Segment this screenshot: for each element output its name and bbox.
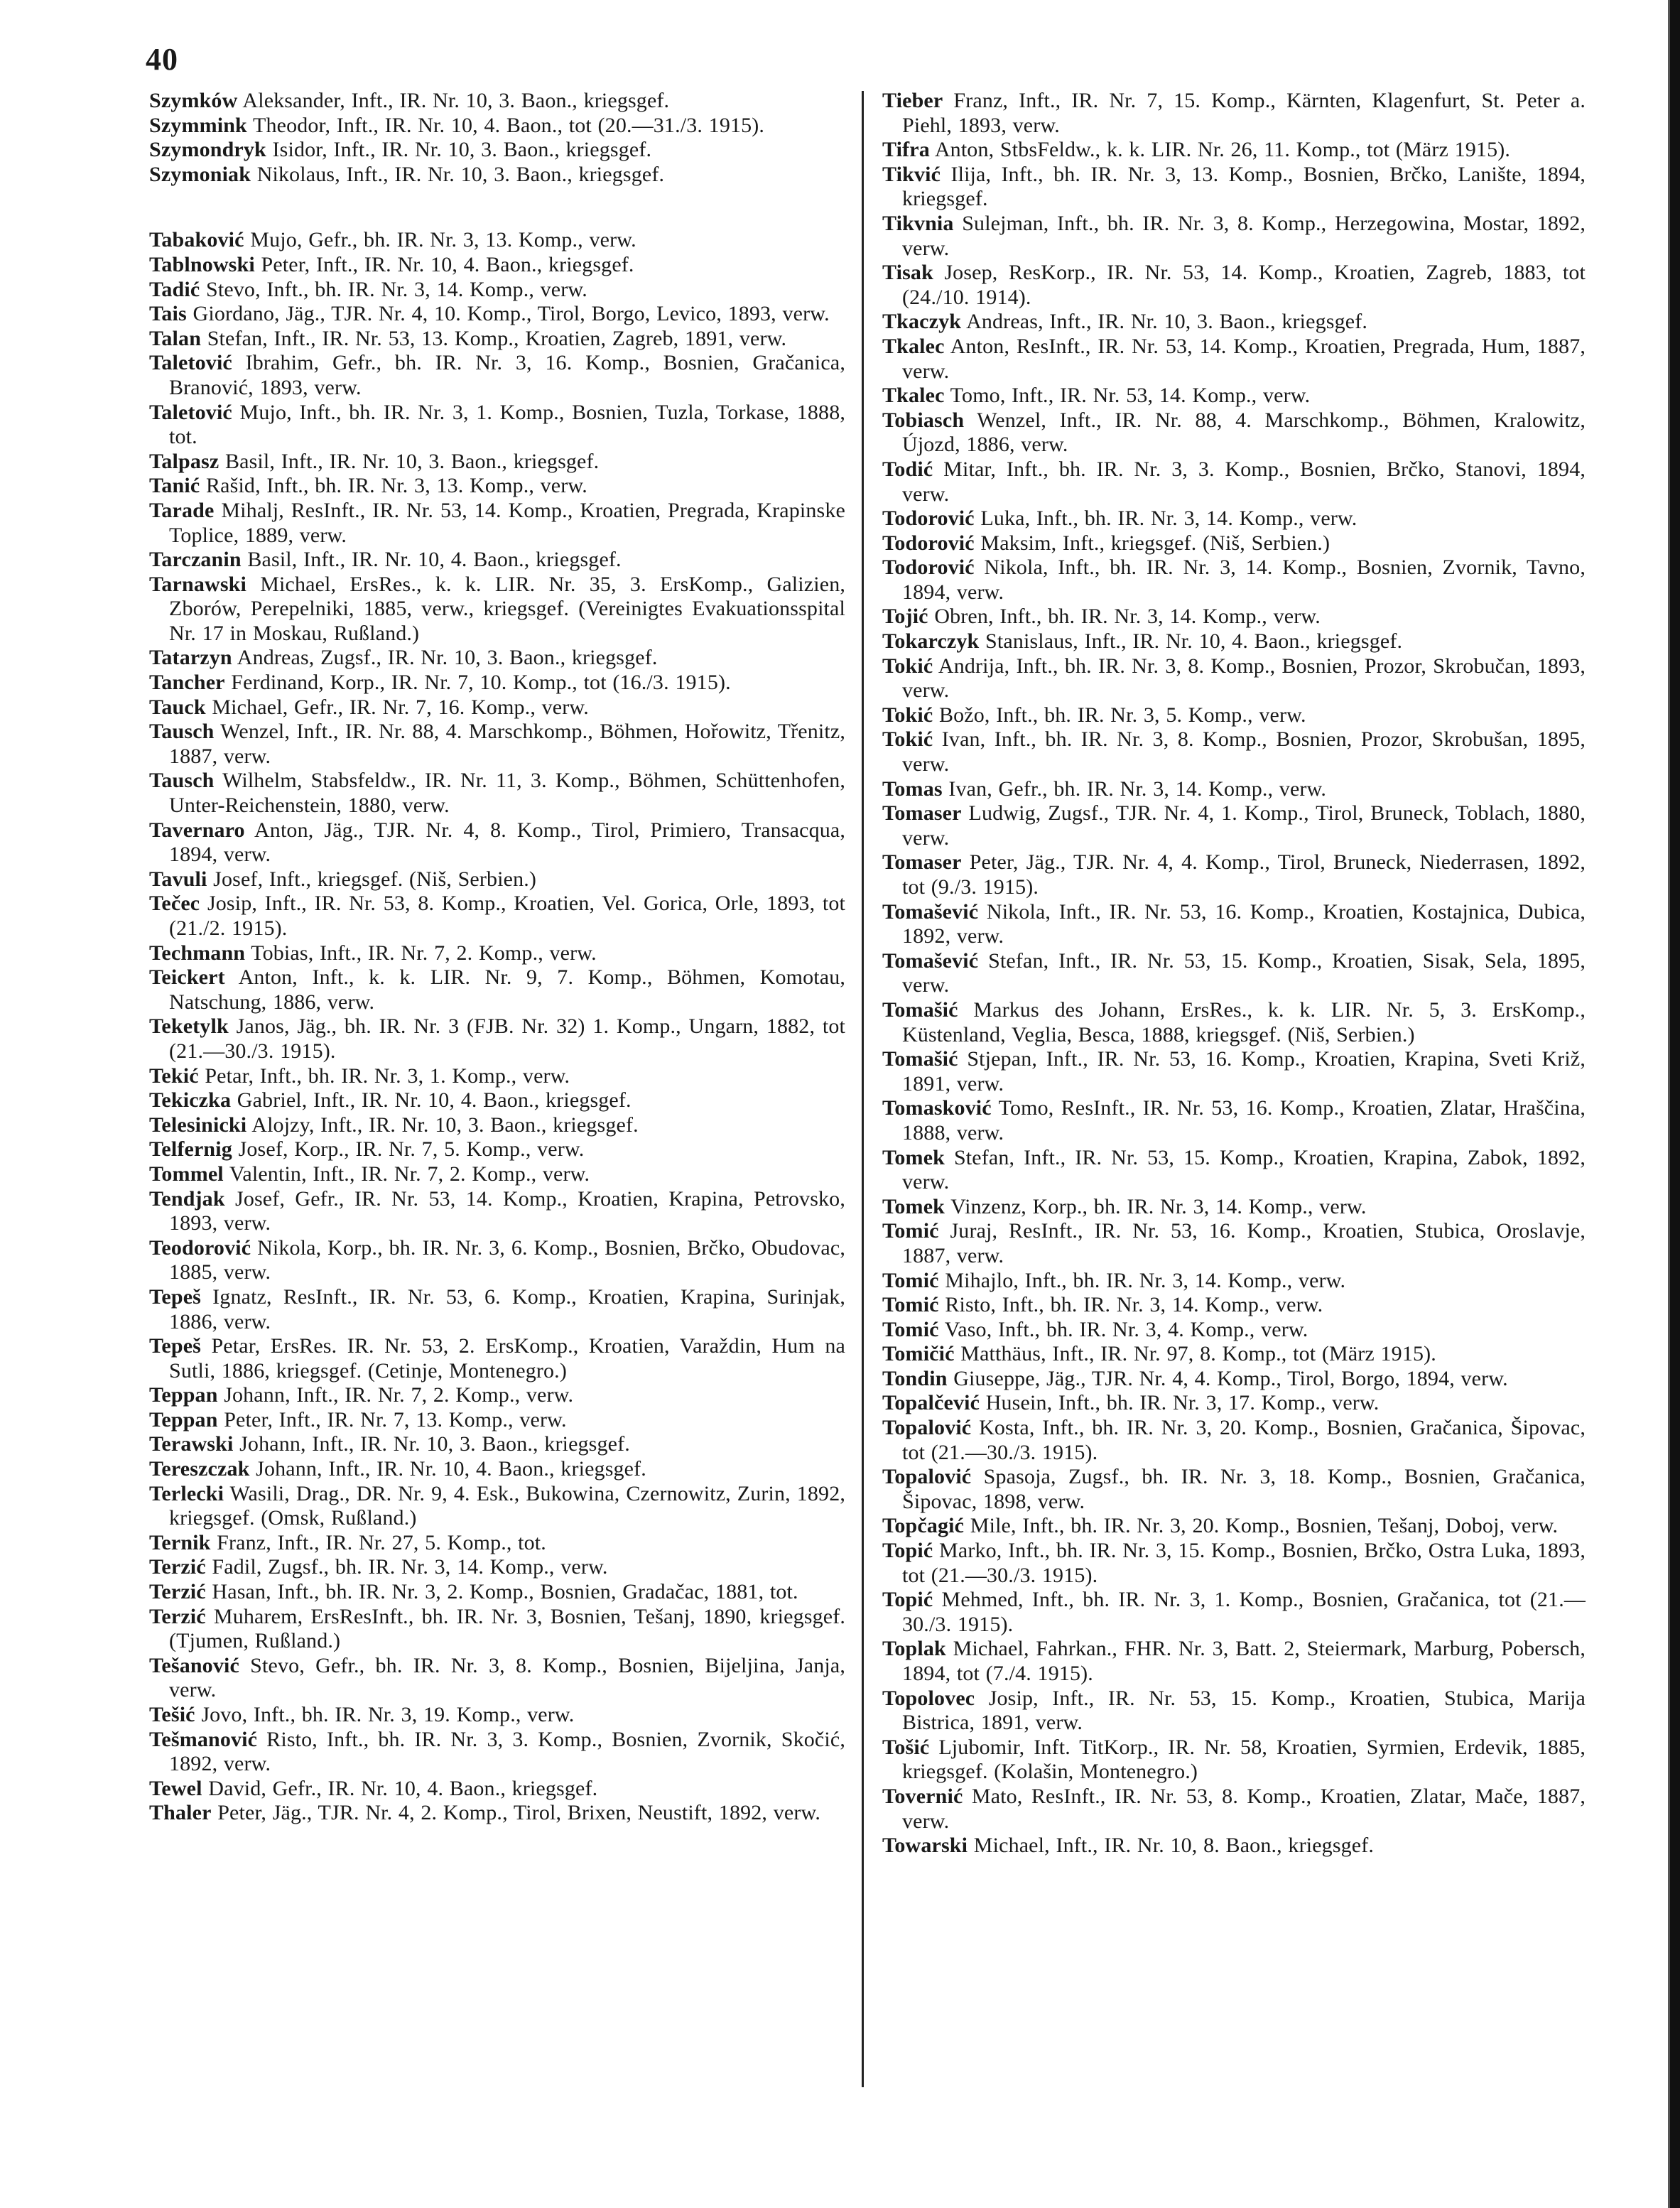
entry-surname: Tomić — [882, 1219, 939, 1243]
roll-entry — [882, 1096, 1586, 1145]
entry-details: Anton, ResInft., IR. Nr. 53, 14. Komp., Kroatien, Pregrada, Hum, 1887, verw. — [902, 334, 1586, 383]
entry-details: Ljubomir, Inft. TitKorp., IR. Nr. 58, Kroatien, Syrmien, Erdevik, 1885, kriegsgef. (Kolašin, Montenegro.) — [902, 1735, 1586, 1784]
entry-details: Michael, Gefr., IR. Nr. 7, 16. Komp., verw. — [212, 695, 589, 719]
entry-surname: Tkalec — [882, 334, 945, 358]
entry-surname: Tavernaro — [149, 818, 245, 842]
roll-entry — [149, 228, 845, 253]
roll-entry — [882, 850, 1586, 899]
entry-details: Vaso, Inft., bh. IR. Nr. 3, 4. Komp., verw. — [944, 1317, 1308, 1341]
entry-surname: Tifra — [882, 138, 930, 162]
entry-surname: Tavuli — [149, 867, 207, 891]
entry-details: Obren, Inft., bh. IR. Nr. 3, 14. Komp., verw. — [934, 605, 1321, 629]
roll-entry — [882, 629, 1586, 654]
roll-entry — [882, 1465, 1586, 1514]
roll-entry — [149, 114, 845, 139]
entry-surname: Tabaković — [149, 228, 244, 252]
entry-surname: Tokić — [882, 703, 933, 727]
entry-details: Matthäus, Inft., IR. Nr. 97, 8. Komp., tot (März 1915). — [960, 1342, 1436, 1366]
entry-surname: Tomašić — [882, 1047, 958, 1071]
entry-surname: Topalović — [882, 1416, 972, 1440]
entry-surname: Tomašević — [882, 948, 979, 973]
entry-surname: Tomić — [882, 1317, 939, 1341]
roll-entry — [882, 1195, 1586, 1220]
roll-entry — [882, 1269, 1586, 1294]
entry-details: Isidor, Inft., IR. Nr. 10, 3. Baon., kriegsgef. — [272, 138, 652, 162]
roll-entry — [882, 384, 1586, 408]
entry-surname: Todorović — [882, 531, 975, 555]
entry-surname: Szymmink — [149, 113, 247, 137]
roll-entry — [149, 1777, 845, 1802]
roll-entry — [882, 1219, 1586, 1268]
entry-details: Peter, Inft., IR. Nr. 7, 13. Komp., verw. — [224, 1407, 567, 1432]
entry-surname: Tisak — [882, 261, 933, 285]
entry-surname: Topolovec — [882, 1686, 975, 1710]
roll-entry — [149, 818, 845, 867]
entry-surname: Talan — [149, 326, 202, 350]
roll-entry — [882, 335, 1586, 384]
roll-entry — [149, 1137, 845, 1162]
entry-surname: Terzić — [149, 1555, 206, 1579]
entry-details: Basil, Inft., IR. Nr. 10, 3. Baon., kriegsgef. — [224, 449, 600, 473]
page-number: 40 — [146, 42, 178, 77]
entry-details: Stefan, Inft., IR. Nr. 53, 13. Komp., Kroatien, Zagreb, 1891, verw. — [207, 326, 787, 350]
entry-surname: Szymków — [149, 89, 238, 112]
entry-details: Nikola, Korp., bh. IR. Nr. 3, 6. Komp., Bosnien, Brčko, Obudovac, 1885, verw. — [169, 1235, 845, 1284]
entry-details: Michael, Fahrkan., FHR. Nr. 3, Batt. 2, Steiermark, Marburg, Pobersch, 1894, tot (7./4. 1915). — [902, 1637, 1586, 1685]
entry-details: Gabriel, Inft., IR. Nr. 10, 4. Baon., kriegsgef. — [237, 1088, 632, 1113]
entry-details: Peter, Jäg., TJR. Nr. 4, 2. Komp., Tirol, Brixen, Neustift, 1892, verw. — [217, 1801, 820, 1825]
roll-entry — [882, 727, 1586, 776]
entry-surname: Tešić — [149, 1703, 195, 1726]
entry-surname: Tokić — [882, 654, 933, 678]
entry-details: Franz, Inft., IR. Nr. 27, 5. Komp., tot. — [217, 1530, 546, 1554]
entry-surname: Tais — [149, 302, 187, 326]
roll-entry — [149, 1408, 845, 1433]
roll-entry — [149, 1457, 845, 1482]
roll-entry — [882, 1342, 1586, 1367]
right-column — [882, 89, 1586, 1858]
entry-surname: Teppan — [149, 1383, 218, 1407]
entry-surname: Topčagić — [882, 1514, 965, 1538]
entry-details: Stefan, Inft., IR. Nr. 53, 15. Komp., Kroatien, Krapina, Zabok, 1892, verw. — [902, 1145, 1586, 1194]
roll-entry — [149, 1482, 845, 1531]
entry-details: Wenzel, Inft., IR. Nr. 88, 4. Marschkomp., Böhmen, Hořowitz, Třenitz, 1887, verw. — [169, 720, 845, 768]
entry-surname: Tikvnia — [882, 211, 954, 235]
roll-entry — [882, 1293, 1586, 1318]
entry-details: Nikola, Inft., bh. IR. Nr. 3, 14. Komp., Bosnien, Zvornik, Tavno, 1894, verw. — [902, 556, 1586, 604]
entry-details: Josef, Inft., kriegsgef. (Niš, Serbien.) — [213, 867, 537, 891]
roll-entry — [882, 1367, 1586, 1392]
left-column — [149, 89, 845, 1826]
entry-details: Risto, Inft., bh. IR. Nr. 3, 3. Komp., Bosnien, Zvornik, Skočić, 1892, verw. — [169, 1727, 845, 1776]
roll-entry — [149, 302, 845, 327]
roll-entry — [149, 1580, 845, 1605]
roll-entry — [882, 1514, 1586, 1539]
entry-details: Božo, Inft., bh. IR. Nr. 3, 5. Komp., verw. — [939, 703, 1306, 727]
roll-entry — [149, 941, 845, 966]
entry-details: Marko, Inft., bh. IR. Nr. 3, 15. Komp., Bosnien, Brčko, Ostra Luka, 1893, tot (21.—30./3. 1915). — [902, 1539, 1586, 1587]
roll-entry — [882, 310, 1586, 335]
entry-surname: Tarnawski — [149, 572, 246, 596]
roll-entry — [149, 278, 845, 303]
entry-surname: Tausch — [149, 720, 215, 744]
roll-entry — [149, 646, 845, 671]
entry-surname: Teickert — [149, 965, 225, 990]
entry-details: Giordano, Jäg., TJR. Nr. 4, 10. Komp., Tirol, Borgo, Levico, 1893, verw. — [193, 302, 830, 326]
roll-entry — [149, 1162, 845, 1187]
entry-surname: Tešanović — [149, 1653, 239, 1677]
entry-surname: Tokić — [882, 727, 933, 752]
roll-entry — [882, 1834, 1586, 1858]
roll-entry — [149, 769, 845, 818]
entry-details: Valentin, Inft., IR. Nr. 7, 2. Komp., verw. — [229, 1162, 590, 1186]
roll-entry — [882, 89, 1586, 138]
roll-entry — [882, 1637, 1586, 1686]
roll-entry — [149, 1383, 845, 1408]
entry-surname: Ternik — [149, 1530, 211, 1554]
roll-entry — [149, 474, 845, 499]
roll-entry — [149, 253, 845, 278]
entry-surname: Tekiczka — [149, 1088, 232, 1113]
entry-surname: Topalović — [882, 1465, 972, 1489]
entry-details: Petar, ErsRes. IR. Nr. 53, 2. ErsKomp., Kroatien, Varaždin, Hum na Sutli, 1886, kriegsgef. (Cetinje, Montenegro.) — [169, 1334, 845, 1382]
entry-surname: Techmann — [149, 941, 246, 965]
roll-entry — [882, 801, 1586, 850]
roll-entry — [149, 163, 845, 188]
entry-surname: Tikvić — [882, 162, 941, 186]
entry-surname: Todorović — [882, 507, 975, 531]
entry-surname: Tarczanin — [149, 548, 242, 572]
entry-surname: Topalčević — [882, 1391, 980, 1415]
roll-entry — [149, 1531, 845, 1556]
entry-surname: Tewel — [149, 1776, 202, 1800]
entry-surname: Szymondryk — [149, 138, 266, 162]
entry-details: Wilhelm, Stabsfeldw., IR. Nr. 11, 3. Komp., Böhmen, Schüttenhofen, Unter-Reichenstein, 1880, verw. — [169, 769, 846, 818]
roll-entry — [882, 1416, 1586, 1465]
entry-details: Nikola, Inft., IR. Nr. 53, 16. Komp., Kroatien, Kostajnica, Dubica, 1892, verw. — [902, 899, 1586, 948]
entry-surname: Terzić — [149, 1604, 206, 1628]
roll-entry — [882, 1687, 1586, 1736]
entry-details: Hasan, Inft., bh. IR. Nr. 3, 2. Komp., Bosnien, Gradačac, 1881, tot. — [212, 1580, 798, 1604]
entry-details: Ferdinand, Korp., IR. Nr. 7, 10. Komp., tot (16./3. 1915). — [231, 671, 731, 695]
entry-surname: Tablnowski — [149, 252, 255, 276]
entry-surname: Tieber — [882, 89, 943, 112]
roll-entry — [882, 1318, 1586, 1343]
roll-entry — [882, 1539, 1586, 1588]
roll-entry — [149, 499, 845, 548]
entry-details: Tomo, Inft., IR. Nr. 53, 14. Komp., verw. — [950, 384, 1311, 408]
entry-surname: Tomić — [882, 1268, 939, 1292]
roll-entry — [882, 1588, 1586, 1637]
entry-details: Josip, Inft., IR. Nr. 53, 8. Komp., Kroatien, Vel. Gorica, Orle, 1893, tot (21./2. 1915). — [169, 892, 845, 940]
roll-entry — [882, 458, 1586, 507]
entry-details: Wenzel, Inft., IR. Nr. 88, 4. Marschkomp., Böhmen, Kralowitz, Újozd, 1886, verw. — [902, 408, 1586, 457]
entry-surname: Tomašević — [882, 899, 979, 924]
entry-details: Basil, Inft., IR. Nr. 10, 4. Baon., kriegsgef. — [247, 548, 622, 572]
entry-surname: Tomasković — [882, 1096, 992, 1120]
roll-entry — [149, 1728, 845, 1777]
entry-details: Ilija, Inft., bh. IR. Nr. 3, 13. Komp., Bosnien, Brčko, Lanište, 1894, kriegsgef. — [902, 162, 1586, 211]
entry-details: Anton, Jäg., TJR. Nr. 4, 8. Komp., Tirol, Primiero, Transacqua, 1894, verw. — [169, 818, 845, 867]
entry-surname: Teppan — [149, 1407, 218, 1432]
entry-details: Husein, Inft., bh. IR. Nr. 3, 17. Komp., verw. — [985, 1391, 1380, 1415]
entry-details: Michael, ErsRes., k. k. LIR. Nr. 35, 3. ErsKomp., Galizien, Zborów, Perepelniki, 1885, verw., kriegsgef. (Vereinigtes Evakuationsspital Nr. 17 in Moskau, Rußland.) — [169, 572, 845, 645]
entry-surname: Tkaczyk — [882, 310, 962, 334]
entry-details: Giuseppe, Jäg., TJR. Nr. 4, 4. Komp., Tirol, Borgo, 1894, verw. — [953, 1366, 1508, 1390]
entry-surname: Toplak — [882, 1637, 946, 1661]
entry-details: Mitar, Inft., bh. IR. Nr. 3, 3. Komp., Bosnien, Brčko, Stanovi, 1894, verw. — [902, 457, 1586, 506]
entry-surname: Tekić — [149, 1064, 199, 1088]
entry-surname: Tokarczyk — [882, 629, 980, 654]
page-edge — [1670, 0, 1680, 2208]
entry-details: Rašid, Inft., bh. IR. Nr. 3, 13. Komp., verw. — [206, 474, 587, 498]
roll-entry — [149, 89, 845, 114]
entry-details: Mihalj, ResInft., IR. Nr. 53, 14. Komp., Kroatien, Pregrada, Krapinske Toplice, 1889, verw. — [169, 498, 845, 547]
entry-surname: Tereszczak — [149, 1457, 250, 1481]
entry-surname: Tondin — [882, 1366, 948, 1390]
entry-details: Sulejman, Inft., bh. IR. Nr. 3, 8. Komp., Herzegowina, Mostar, 1892, verw. — [902, 211, 1586, 260]
entry-details: Mehmed, Inft., bh. IR. Nr. 3, 1. Komp., Bosnien, Gračanica, tot (21.—30./3. 1915). — [902, 1588, 1586, 1636]
entry-surname: Tarade — [149, 498, 215, 522]
entry-details: Tobias, Inft., IR. Nr. 7, 2. Komp., verw. — [251, 941, 597, 965]
roll-entry — [149, 1703, 845, 1728]
roll-entry — [882, 605, 1586, 629]
entry-details: Johann, Inft., IR. Nr. 10, 3. Baon., kriegsgef. — [239, 1432, 630, 1456]
roll-entry — [882, 212, 1586, 261]
roll-entry — [149, 867, 845, 892]
entry-surname: Tkalec — [882, 384, 945, 408]
entry-surname: Tobiasch — [882, 408, 965, 432]
roll-entry — [149, 1605, 845, 1654]
entry-details: Wasili, Drag., DR. Nr. 9, 4. Esk., Bukowina, Czernowitz, Zurin, 1892, kriegsgef. (Omsk, Rußland.) — [169, 1481, 845, 1530]
entry-details: Aleksander, Inft., IR. Nr. 10, 3. Baon., kriegsgef. — [242, 89, 670, 112]
entry-details: Michael, Inft., IR. Nr. 10, 8. Baon., kriegsgef. — [973, 1834, 1375, 1858]
roll-entry — [882, 1391, 1586, 1416]
roll-entry — [149, 1654, 845, 1703]
entry-surname: Tomaser — [882, 850, 962, 875]
column-divider — [862, 91, 864, 2087]
entry-surname: Taletović — [149, 400, 232, 424]
roll-entry — [149, 1432, 845, 1457]
entry-surname: Szymoniak — [149, 162, 251, 186]
entry-surname: Tausch — [149, 769, 215, 793]
roll-entry — [882, 163, 1586, 212]
entry-details: Ivan, Inft., bh. IR. Nr. 3, 8. Komp., Bosnien, Prozor, Skrobušan, 1895, verw. — [902, 727, 1586, 776]
roll-entry — [149, 1088, 845, 1113]
entry-details: Ignatz, ResInft., IR. Nr. 53, 6. Komp., Kroatien, Krapina, Surinjak, 1886, verw. — [169, 1284, 845, 1333]
entry-surname: Todorović — [882, 556, 975, 580]
roll-entry — [882, 408, 1586, 458]
entry-details: Petar, Inft., bh. IR. Nr. 3, 1. Komp., verw. — [205, 1064, 570, 1088]
entry-surname: Tomičić — [882, 1342, 955, 1366]
entry-surname: Todić — [882, 457, 933, 481]
entry-details: Anton, Inft., k. k. LIR. Nr. 9, 7. Komp., Böhmen, Komotau, Natschung, 1886, verw. — [169, 965, 845, 1014]
entry-details: Johann, Inft., IR. Nr. 7, 2. Komp., verw. — [224, 1383, 574, 1407]
entry-details: Jovo, Inft., bh. IR. Nr. 3, 19. Komp., verw. — [201, 1703, 575, 1726]
entry-surname: Tanić — [149, 474, 200, 498]
roll-entry — [149, 138, 845, 163]
entry-details: Stanislaus, Inft., IR. Nr. 10, 4. Baon., kriegsgef. — [985, 629, 1403, 654]
entry-details: Muharem, ErsResInft., bh. IR. Nr. 3, Bosnien, Tešanj, 1890, kriegsgef. (Tjumen, Rußland.) — [169, 1604, 845, 1653]
entry-surname: Terlecki — [149, 1481, 224, 1505]
entry-details: Vinzenz, Korp., bh. IR. Nr. 3, 14. Komp., verw. — [950, 1194, 1367, 1218]
entry-details: Juraj, ResInft., IR. Nr. 53, 16. Komp., Kroatien, Stubica, Oroslavje, 1887, verw. — [902, 1219, 1586, 1267]
entry-surname: Telesinicki — [149, 1113, 247, 1137]
roll-entry — [882, 998, 1586, 1047]
entry-surname: Tatarzyn — [149, 646, 232, 670]
entry-details: Maksim, Inft., kriegsgef. (Niš, Serbien.) — [980, 531, 1331, 555]
entry-details: Peter, Jäg., TJR. Nr. 4, 4. Komp., Tirol, Bruneck, Niederrasen, 1892, tot (9./3. 1915). — [902, 850, 1586, 899]
entry-details: Mujo, Gefr., bh. IR. Nr. 3, 13. Komp., verw. — [250, 228, 636, 252]
entry-surname: Tomek — [882, 1194, 945, 1218]
entry-details: Spasoja, Zugsf., bh. IR. Nr. 3, 18. Komp., Bosnien, Gračanica, Šipovac, 1898, verw. — [902, 1465, 1586, 1513]
entry-surname: Talpasz — [149, 449, 220, 473]
entry-surname: Tomašić — [882, 997, 958, 1022]
entry-details: Markus des Johann, ErsRes., k. k. LIR. Nr. 5, 3. ErsKomp., Küstenland, Veglia, Besca, 1888, kriegsgef. (Niš, Serbien.) — [902, 997, 1586, 1046]
entry-surname: Tadić — [149, 277, 200, 301]
roll-entry — [149, 1113, 845, 1138]
roll-entry — [882, 1047, 1586, 1096]
roll-entry — [149, 1236, 845, 1285]
entry-details: Fadil, Zugsf., bh. IR. Nr. 3, 14. Komp., verw. — [212, 1555, 608, 1579]
entry-details: Kosta, Inft., bh. IR. Nr. 3, 20. Komp., Bosnien, Gračanica, Šipovac, tot (21.—30./3. 1915). — [902, 1416, 1586, 1464]
entry-details: Peter, Inft., IR. Nr. 10, 4. Baon., kriegsgef. — [261, 252, 634, 276]
entry-details: Tomo, ResInft., IR. Nr. 53, 16. Komp., Kroatien, Zlatar, Hraščina, 1888, verw. — [902, 1096, 1586, 1144]
entry-details: Josep, ResKorp., IR. Nr. 53, 14. Komp., Kroatien, Zagreb, 1883, tot (24./10. 1914). — [902, 261, 1586, 309]
entry-surname: Terzić — [149, 1580, 206, 1604]
section-gap — [149, 187, 845, 228]
roll-entry — [149, 1014, 845, 1064]
entry-surname: Tepeš — [149, 1334, 201, 1358]
roll-entry — [882, 138, 1586, 163]
entry-details: Josip, Inft., IR. Nr. 53, 15. Komp., Kroatien, Stubica, Marija Bistrica, 1891, verw. — [902, 1686, 1586, 1735]
roll-entry — [149, 573, 845, 646]
entry-details: Mato, ResInft., IR. Nr. 53, 8. Komp., Kroatien, Zlatar, Mače, 1887, verw. — [902, 1784, 1586, 1833]
roll-entry — [882, 1146, 1586, 1195]
entry-surname: Tomaser — [882, 801, 962, 826]
entry-surname: Taletović — [149, 351, 232, 375]
entry-surname: Telfernig — [149, 1137, 232, 1162]
entry-surname: Thaler — [149, 1801, 212, 1825]
entry-surname: Tomas — [882, 776, 943, 801]
roll-entry — [882, 261, 1586, 310]
entry-surname: Tošić — [882, 1735, 930, 1759]
entry-details: Nikolaus, Inft., IR. Nr. 10, 3. Baon., kriegsgef. — [256, 162, 665, 186]
roll-entry — [149, 965, 845, 1014]
roll-entry — [882, 949, 1586, 998]
entry-details: Mile, Inft., bh. IR. Nr. 3, 20. Komp., Bosnien, Tešanj, Doboj, verw. — [970, 1514, 1559, 1538]
entry-details: Mujo, Inft., bh. IR. Nr. 3, 1. Komp., Bosnien, Tuzla, Torkase, 1888, tot. — [169, 400, 845, 449]
roll-entry — [149, 671, 845, 696]
roll-entry — [882, 654, 1586, 703]
entry-surname: Tojić — [882, 605, 928, 629]
entry-details: Alojzy, Inft., IR. Nr. 10, 3. Baon., kriegsgef. — [251, 1113, 639, 1137]
entry-details: Stevo, Inft., bh. IR. Nr. 3, 14. Komp., verw. — [206, 277, 587, 301]
entry-details: Andreas, Zugsf., IR. Nr. 10, 3. Baon., kriegsgef. — [237, 646, 658, 670]
roll-entry — [882, 777, 1586, 802]
entry-details: Mihajlo, Inft., bh. IR. Nr. 3, 14. Komp., verw. — [945, 1268, 1346, 1292]
entry-surname: Tomić — [882, 1293, 939, 1317]
roll-entry — [149, 351, 845, 400]
entry-surname: Towarski — [882, 1834, 968, 1858]
entry-details: Andrija, Inft., bh. IR. Nr. 3, 8. Komp., Bosnien, Prozor, Skrobučan, 1893, verw. — [902, 654, 1586, 703]
entry-surname: Tancher — [149, 671, 225, 695]
entry-details: Janos, Jäg., bh. IR. Nr. 3 (FJB. Nr. 32) 1. Komp., Ungarn, 1882, tot (21.—30./3. 1915). — [169, 1014, 845, 1063]
entry-details: Ibrahim, Gefr., bh. IR. Nr. 3, 16. Komp., Bosnien, Gračanica, Branović, 1893, verw. — [169, 351, 845, 399]
roll-entry — [882, 531, 1586, 556]
entry-details: Josef, Gefr., IR. Nr. 53, 14. Komp., Kroatien, Krapina, Petrovsko, 1893, verw. — [169, 1186, 845, 1235]
roll-entry — [149, 450, 845, 475]
entry-details: Stjepan, Inft., IR. Nr. 53, 16. Komp., Kroatien, Krapina, Sveti Križ, 1891, verw. — [902, 1047, 1586, 1095]
entry-details: Risto, Inft., bh. IR. Nr. 3, 14. Komp., verw. — [945, 1293, 1323, 1317]
roll-entry — [882, 556, 1586, 605]
roll-entry — [149, 1285, 845, 1334]
entry-details: Luka, Inft., bh. IR. Nr. 3, 14. Komp., verw. — [980, 507, 1357, 531]
entry-details: Andreas, Inft., IR. Nr. 10, 3. Baon., kriegsgef. — [966, 310, 1367, 334]
roll-entry — [882, 703, 1586, 728]
entry-details: Franz, Inft., IR. Nr. 7, 15. Komp., Kärnten, Klagenfurt, St. Peter a. Piehl, 1893, verw. — [902, 89, 1586, 137]
entry-surname: Topić — [882, 1588, 933, 1612]
entry-details: Anton, StbsFeldw., k. k. LIR. Nr. 26, 11. Komp., tot (März 1915). — [934, 138, 1511, 162]
entry-surname: Topić — [882, 1539, 933, 1563]
roll-entry — [882, 507, 1586, 531]
roll-entry — [882, 1736, 1586, 1785]
entry-surname: Tovernić — [882, 1784, 963, 1808]
roll-entry — [149, 696, 845, 720]
roll-entry — [882, 1785, 1586, 1834]
entry-surname: Terawski — [149, 1432, 234, 1456]
roll-entry — [882, 900, 1586, 949]
entry-details: Ludwig, Zugsf., TJR. Nr. 4, 1. Komp., Tirol, Bruneck, Toblach, 1880, verw. — [902, 801, 1586, 850]
entry-details: Ivan, Gefr., bh. IR. Nr. 3, 14. Komp., verw. — [948, 776, 1327, 801]
roll-entry — [149, 1187, 845, 1236]
entry-details: Stefan, Inft., IR. Nr. 53, 15. Komp., Kroatien, Sisak, Sela, 1895, verw. — [902, 948, 1586, 997]
entry-surname: Tešmanović — [149, 1727, 258, 1751]
entry-surname: Tauck — [149, 695, 206, 719]
roll-entry — [149, 1334, 845, 1383]
entry-surname: Tendjak — [149, 1186, 225, 1211]
entry-details: Stevo, Gefr., bh. IR. Nr. 3, 8. Komp., Bosnien, Bijeljina, Janja, verw. — [169, 1653, 845, 1702]
roll-entry — [149, 1555, 845, 1580]
entry-surname: Tečec — [149, 892, 200, 916]
roll-entry — [149, 327, 845, 352]
entry-details: Johann, Inft., IR. Nr. 10, 4. Baon., kriegsgef. — [256, 1457, 646, 1481]
roll-entry — [149, 1801, 845, 1826]
roll-entry — [149, 401, 845, 450]
entry-details: David, Gefr., IR. Nr. 10, 4. Baon., kriegsgef. — [208, 1776, 598, 1800]
entry-details: Josef, Korp., IR. Nr. 7, 5. Komp., verw. — [238, 1137, 585, 1162]
entry-surname: Tomek — [882, 1145, 945, 1169]
roll-entry — [149, 720, 845, 769]
roll-entry — [149, 1064, 845, 1089]
entry-surname: Tepeš — [149, 1284, 201, 1309]
entry-surname: Teketylk — [149, 1014, 229, 1039]
entry-details: Theodor, Inft., IR. Nr. 10, 4. Baon., tot (20.—31./3. 1915). — [253, 113, 765, 137]
roll-entry — [149, 548, 845, 573]
entry-surname: Teodorović — [149, 1235, 251, 1260]
roll-entry — [149, 892, 845, 941]
entry-surname: Tommel — [149, 1162, 224, 1186]
